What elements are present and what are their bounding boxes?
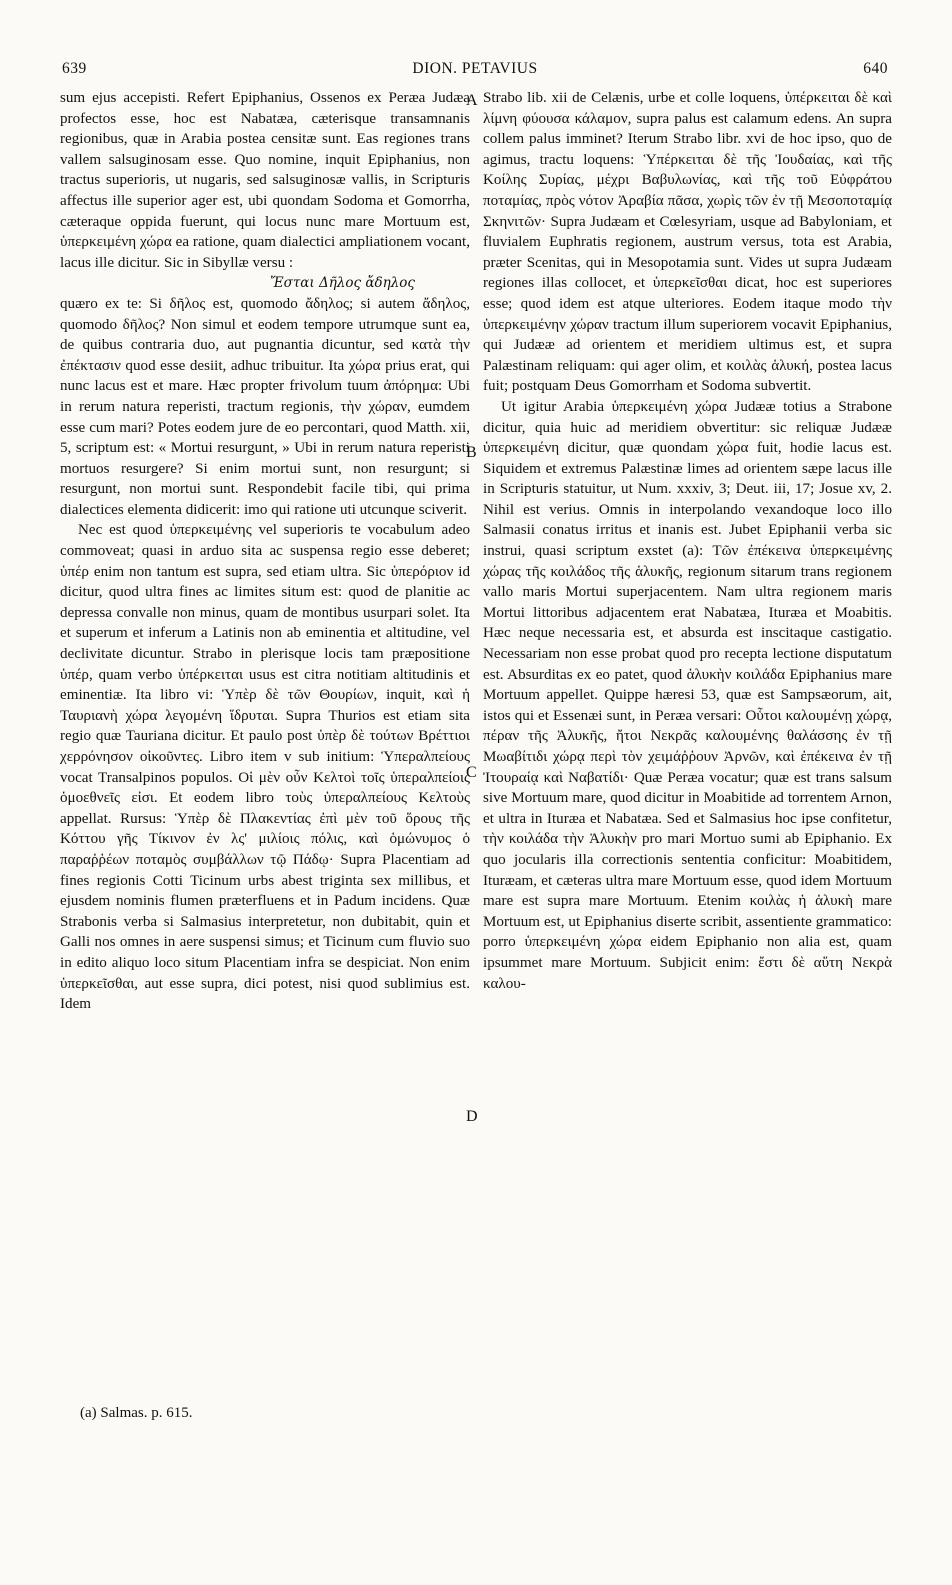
page-number-right: 640 — [863, 60, 888, 77]
margin-marker-d: D — [466, 1108, 478, 1125]
left-column — [60, 88, 470, 1388]
page-number-left: 639 — [62, 60, 87, 77]
margin-marker-c: C — [466, 764, 477, 781]
right-paragraph-2: Ut igitur Arabia ὑπερκειμένη χώρα Judææ totius a Strabone dicitur, quia huic ad meridiem obvertitur: sic reliquæ Judææ ὑπερκειμένη dicitur, quæ quondam χώρα fuit, hodie lacus est. Siquidem et extremus Palæstinæ limes ad orientem sæpe lacus ille in Scripturis statuitur, ut Num. xxxiv, 3; Deut. iii, 17; Josue xv, 2. Nihil est verius. Omnis in interpolando vexandoque loco illo Salmasii conatus irritus et inanis est. Jubet Epiphanii verba sic instrui, quasi scriptum exstet (a): Τῶν ἐπέκεινα ὑπερκειμένης χώρας τῆς κοιλάδος τῆς ἁλυκῆς, regionum sitarum trans regionem vallo maris Mortui superjacentem. Nam ultra regionem maris Mortui littoribus adjacentem erat Nabatæa, Ituræa et Moabitis. Hæc neque necessaria est, et absurda est inscitaque castigatio. Necessariam non esse probat quod pro recepta lectione disputatum est. Absurditas ex eo patet, quod ἁλυκὴν κοιλάδα Epiphanius mare Mortuum appellet. Quippe hæresi 53, quæ est Sampsæorum, ait, istos qui et Essenæi sunt, in Peræa versari: Οὗτοι καλουμένῃ χώρᾳ, πέραν τῆς Ἁλυκῆς, ἤτοι Νεκρᾶς καλουμένης θαλάσσης ἐν τῇ Μωαβίτιδι χώρᾳ περὶ τὸν χειμάῤῥουν Ἀρνῶν, καὶ ἐπέκεινα ἐν τῇ Ἰτουραίᾳ καὶ Ναβατίδι· Quæ Peræa vocatur; quæ est trans salsum sive Mortuum mare, quod dicitur in Moabitide ad torrentem Arnon, et ultra in Ituræa et Nabatæa. Sed et Salmasius hoc ipse confitetur, τὴν κοιλάδα τὴν Ἁλυκὴν pro mari Mortuo sumi ab Epiphanio. Ex quo jocularis illa correctionis sententia conficitur: Moabitidem, Ituræam, et cæteras ultra mare Mortuum esse, quod idem Mortuum mare est supra mare Mortuum. Etenim κοιλὰς ἡ ἁλυκὴ mare Mortuum est, ut Epiphanius diserte scribit, assentiente grammatico: porro ὑπερκειμένη χώρα eidem Epiphanio non alia est, quam ipsummet mare Mortuum. Subjicit enim: ἔστι δὲ αὕτη Νεκρὰ καλου- — [483, 398, 892, 992]
left-paragraph-3: Nec est quod ὑπερκειμένης vel superioris te vocabulum adeo commoveat; quasi in arduo sita ac suspensa regio esse deberet; ὑπέρ enim non tantum est supra, sed etiam ultra. Sic ὑπερόριον id dicitur, quod ultra fines ac limites situm est: quod de planitie ac depressa convalle non minus, quam de montibus usurpari solet. Ita et superum et inferum a Latinis non ab eminentia et altitudine, vel declivitate dicuntur. Strabo in plerisque locis tam præpositione ὑπέρ, quam verbo ὑπέρκειται usus est citra notitiam altitudinis et eminentiæ. Ita libro vi: Ὑπὲρ δὲ τῶν Θουρίων, inquit, καὶ ἡ Ταυριανὴ χώρα λεγομένη ἵδρυται. Supra Thurios est etiam sita regio quæ Tauriana dicitur. Et paulo post ὑπὲρ δὲ τούτων Βρέττιοι χερρόνησον οἰκοῦντες. Libro item v sub initium: Ὑπεραλπείους vocat Transalpinos populos. Οἱ μὲν οὖν Κελτοὶ τοῖς ὑπεραλπείοις ὁμοεθνεῖς εἰσι. Et eodem libro τοὺς ὑπεραλπείους Κελτοὺς appellat. Rursus: Ὑπὲρ δὲ Πλακεντίας ἐπὶ μὲν τοῦ ὅρους τῆς Κόττου γῆς Τίκινον ἐν λς' μιλίοις πόλις, καὶ ὁμώνυμος ὁ παραῤῥέων ποταμὸς συμβάλλων τῷ Πάδῳ· Supra Placentiam ad fines regionis Cotti Ticinum urbs abest triginta sex millibus, et ejusdem nominis flumen præterfluens et in Padum incidens. Quæ Strabonis verba si Salmasius interpretetur, non dubitabit, quin et Galli nos omnes in aere suspensi simus; et Ticinum cum fluvio suo in edito aliquo loco situm Placentiam infra se despiciat. Non enim ὑπερκεῖσθαι, aut esse supra, dici potest, nisi quod sublimius est. Idem — [60, 522, 470, 1013]
left-paragraph-2: quæro ex te: Si δῆλος est, quomodo ἄδηλος; si autem ἄδηλος, quomodo δῆλος? Non simul et eodem tempore utrumque sunt ea, de quibus contraria duo, aut pugnantia dicuntur, sed κατὰ τὴν ἐπέκτασιν quod esse desiit, adhuc tribuitur. Ita χώρα prius erat, qui nunc lacus est et mare. Hæc propter frivolum tuum ἀπόρημα: Ubi in rerum natura reperisti, tractum regionis, τὴν χώραν, eumdem esse cum mari? Potes eodem jure de eo percontari, quod Matth. xii, 5, scriptum est: « Mortui resurgunt, » Ubi in rerum natura reperisti mortuos resurgere? Si enim mortui sunt, non resurgunt; si resurgunt, non mortui sunt. Respondebit facile tibi, qui prima dialectices elementa didicerit: imo qui ratione uti utcunque sciverit. — [60, 295, 470, 518]
right-column — [483, 88, 892, 1388]
running-title: DION. PETAVIUS — [412, 60, 538, 77]
sibyl-verse: Ἔσται Δῆλος ἄδηλος — [270, 275, 415, 292]
left-paragraph-1: sum ejus accepisti. Refert Epiphanius, Ossenos ex Peræa Judæa profectos esse, hoc est Nabatæa, cæterisque transamnanis regionibus, quæ in Arabia postea censitæ sunt. Eas regiones trans vallem salsuginosam esse. Quo nomine, inquit Epiphanius, non tractus superioris, ut nugaris, sed salsuginosæ vallis, in Scripturis affectus ille superior ager est, ubi quondam Sodoma et Gomorrha, cæteraque oppida fuerunt, qui locus nunc mare Mortuum est, ὑπερκειμένη χώρα ea ratione, quam dialectici ampliationem vocant, lacus ille dicitur. Sic in Sibyllæ versu : — [60, 90, 470, 271]
margin-marker-b: B — [466, 444, 477, 461]
right-paragraph-1: Strabo lib. xii de Celænis, urbe et colle loquens, ὑπέρκειται δὲ καὶ λίμνη φύουσα κάλαμον, supra palus est calamum edens. An supra collem palus imminet? Iterum Strabo libr. xvi de hoc ipso, quo de agimus, tractu loquens: Ὑπέρκειται δὲ τῆς Ἰουδαίας, καὶ τῆς Κοίλης Συρίας, μέχρι Βαβυλωνίας, καὶ τῆς τοῦ Εὐφράτου ποταμίας, πρὸς νότον Ἀραβία πᾶσα, χωρὶς τῶν ἐν τῇ Μεσοποταμίᾳ Σκηνιτῶν· Supra Judæam et Cœlesyriam, usque ad Babyloniam, et fluvialem Euphratis regionem, austrum versus, tota est Arabia, præter Scenitas, qui in Mesopotamia sunt. Vides ut supra Judæam regiones illas collocet, et ὑπερκεῖσθαι dicat, hoc est superiores esse; quod idem est atque ulteriores. Eodem itaque modo τὴν ὑπερκειμένην χώραν tractum illum superiorem vocavit Epiphanius, qui Judææ ad orientem et meridiem ultimus est, et supra Palæstinam reliquam: qui ager olim, et κοιλὰς ἁλυκή, postea lacus fuit; postquam Deus Gomorrham et Sodoma subvertit. — [483, 90, 892, 395]
page-header — [62, 60, 888, 84]
footnote: (a) Salmas. p. 615. — [80, 1405, 193, 1421]
margin-marker-a: A — [466, 92, 478, 109]
